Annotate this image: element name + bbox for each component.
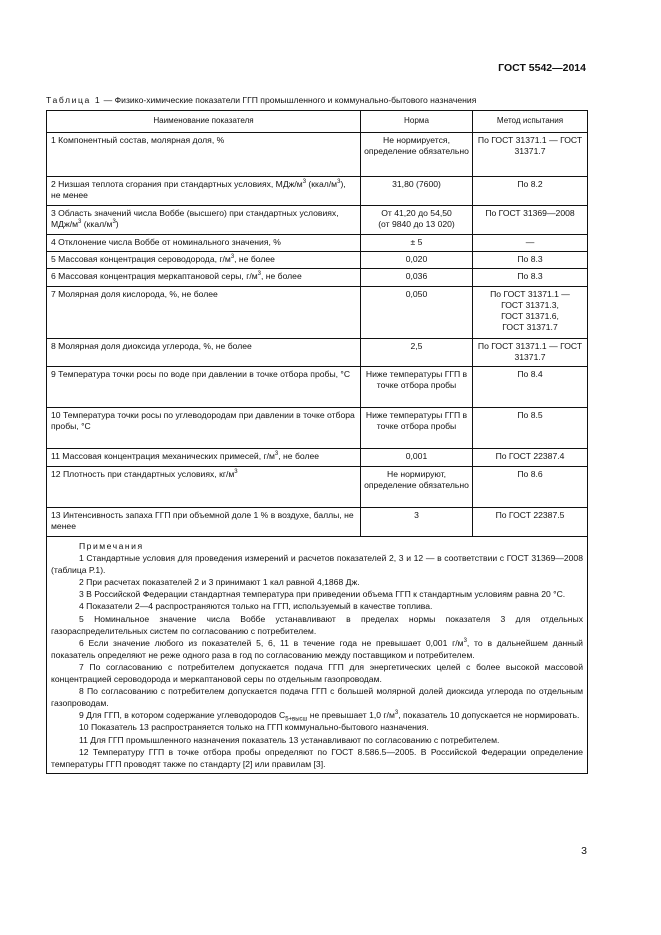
norm-cell: Ниже температуры ГГП в точке отбора пробы (361, 367, 473, 408)
indicator-cell: 10 Температура точки росы по углеводородам при давлении в точке отбора пробы, °С (47, 408, 361, 449)
method-cell: По 8.6 (473, 467, 588, 508)
norm-cell: 0,036 (361, 269, 473, 287)
indicator-cell: 2 Низшая теплота сгорания при стандартных условиях, МДж/$м^3$ $(ккал/м^3)$, не менее (47, 177, 361, 206)
table-row (47, 206, 588, 235)
norm-cell: 3 (361, 508, 473, 537)
indicator-cell: 5 Массовая концентрация сероводорода, $г/м^3$, не более (47, 252, 361, 269)
note-item: 10 Показатель 13 распространяется только на ГГП коммунально-бытового назначения. (79, 722, 429, 733)
method-cell: По ГОСТ 22387.4 (473, 449, 588, 467)
caption-text: — Физико-химические показатели ГГП промышленного и коммунально-бытового назначения (101, 95, 477, 105)
method-cell: По ГОСТ 31371.1 — ГОСТ 31371.7 (473, 133, 588, 177)
method-cell: По ГОСТ 22387.5 (473, 508, 588, 537)
table-header-row (47, 111, 588, 133)
norm-cell: 2,5 (361, 339, 473, 367)
table-row (47, 252, 588, 269)
indicator-cell: 9 Температура точки росы по воде при давлении в точке отбора пробы, °С (47, 367, 361, 408)
standard-number: ГОСТ 5542—2014 (498, 62, 586, 74)
table-row (47, 408, 588, 449)
table-caption (46, 95, 476, 105)
note-item: 2 При расчетах показателей 2 и 3 принимают 1 кал равной 4,1868 Дж. (79, 577, 360, 588)
table-row (47, 508, 588, 537)
indicator-cell: 11 Массовая концентрация механических примесей, $г/м^3$, не более (47, 449, 361, 467)
page-number: 3 (581, 845, 587, 857)
note-item: 7 По согласованию с потребителем допускается подача ГГП для энергетических целей с более высокой массовой концентрацией сероводорода и меркаптановой серы по отдельным газопроводам. (51, 661, 583, 685)
table-row (47, 367, 588, 408)
note-item: 12 Температуру ГГП в точке отбора пробы определяют по ГОСТ 8.586.5—2005. В Российской Федерации определение температуры ГГП проводят также по стандарту [2] или правилам [3]. (51, 746, 583, 769)
table-row (47, 269, 588, 287)
method-cell: По 8.5 (473, 408, 588, 449)
indicator-cell: 8 Молярная доля диоксида углерода, %, не более (47, 339, 361, 367)
header-norm: Норма (361, 111, 473, 133)
table-row (47, 339, 588, 367)
table-row (47, 235, 588, 252)
caption-label: Таблица 1 (46, 95, 102, 105)
table-row (47, 133, 588, 177)
notes-row (47, 537, 588, 774)
norm-cell: Ниже температуры ГГП в точке отбора пробы (361, 408, 473, 449)
header-indicator: Наименование показателя (47, 111, 361, 133)
note-item: 1 Стандартные условия для проведения измерений и расчетов показателей 2, 3 и 12 — в соответствии с ГОСТ 31369—2008 (таблица Р.1). (51, 553, 583, 576)
notes-title: Примечания (79, 541, 144, 551)
norm-cell: 31,80 (7600) (361, 177, 473, 206)
norm-cell: ± 5 (361, 235, 473, 252)
note-item: 6 Если значение любого из показателей 5, 6, 11 в течение года не превышает 0,001 $г/м^3$, то в дальнейшем данный показатель определяют не реже одного раза в год по согласованию между поставщиком и потребителем. (51, 637, 583, 660)
indicator-cell: 12 Плотность при стандартных условиях, $кг/м^3$ (47, 467, 361, 508)
norm-cell: 0,050 (361, 287, 473, 339)
note-item: 3 В Российской Федерации стандартная температура при приведении объема ГГП к стандартным условиям равна 20 °С. (79, 589, 566, 600)
method-cell: По 8.2 (473, 177, 588, 206)
indicator-cell: 7 Молярная доля кислорода, %, не более (47, 287, 361, 339)
method-cell: По ГОСТ 31369—2008 (473, 206, 588, 235)
note-item: 4 Показатели 2—4 распространяются только на ГГП, используемый в качестве топлива. (79, 601, 433, 612)
method-cell: — (473, 235, 588, 252)
method-cell: По 8.3 (473, 252, 588, 269)
notes-cell (47, 537, 588, 774)
indicator-cell: 1 Компонентный состав, молярная доля, % (47, 133, 361, 177)
norm-cell: 0,001 (361, 449, 473, 467)
indicator-cell: 6 Массовая концентрация меркаптановой серы, $г/м^3$, не более (47, 269, 361, 287)
method-cell: По ГОСТ 31371.1 — ГОСТ 31371.7 (473, 339, 588, 367)
indicator-cell: 3 Область значений числа Воббе (высшего) при стандартных условиях, МДж/$м^3$ $(ккал/м^3)$ (47, 206, 361, 235)
indicator-cell: 13 Интенсивность запаха ГГП при объемной доле 1 % в воздухе, баллы, не менее (47, 508, 361, 537)
norm-cell: Не нормируется, определение обязательно (361, 133, 473, 177)
header-method: Метод испытания (473, 111, 588, 133)
note-item: 9 Для ГГП, в котором содержание углеводородов $С_{5+высш}$ не превышает 1,0 $г/м^3$, показатель 10 допускается не нормировать. (79, 710, 580, 724)
norm-cell: От 41,20 до 54,50 (от 9840 до 13 020) (361, 206, 473, 235)
note-item: 5 Номинальное значение числа Воббе устанавливают в пределах нормы показателя 3 для отдельных газораспределительных систем по согласованию с потребителем. (51, 613, 583, 636)
note-item: 8 По согласованию с потребителем допускается подача ГГП с большей молярной долей диоксида углерода по отдельным газопроводам. (51, 686, 583, 709)
indicators-table (46, 110, 588, 774)
norm-cell: 0,020 (361, 252, 473, 269)
table-row (47, 287, 588, 339)
indicator-cell: 4 Отклонение числа Воббе от номинального значения, % (47, 235, 361, 252)
method-cell: По 8.4 (473, 367, 588, 408)
table-row (47, 177, 588, 206)
note-item: 11 Для ГГП промышленного назначения показатель 13 устанавливают по согласованию с потребителем. (79, 734, 500, 745)
method-cell: По ГОСТ 31371.1 — ГОСТ 31371.3, ГОСТ 31371.6, ГОСТ 31371.7 (473, 287, 588, 339)
table-row (47, 467, 588, 508)
method-cell: По 8.3 (473, 269, 588, 287)
norm-cell: Не нормируют, определение обязательно (361, 467, 473, 508)
table-row (47, 449, 588, 467)
